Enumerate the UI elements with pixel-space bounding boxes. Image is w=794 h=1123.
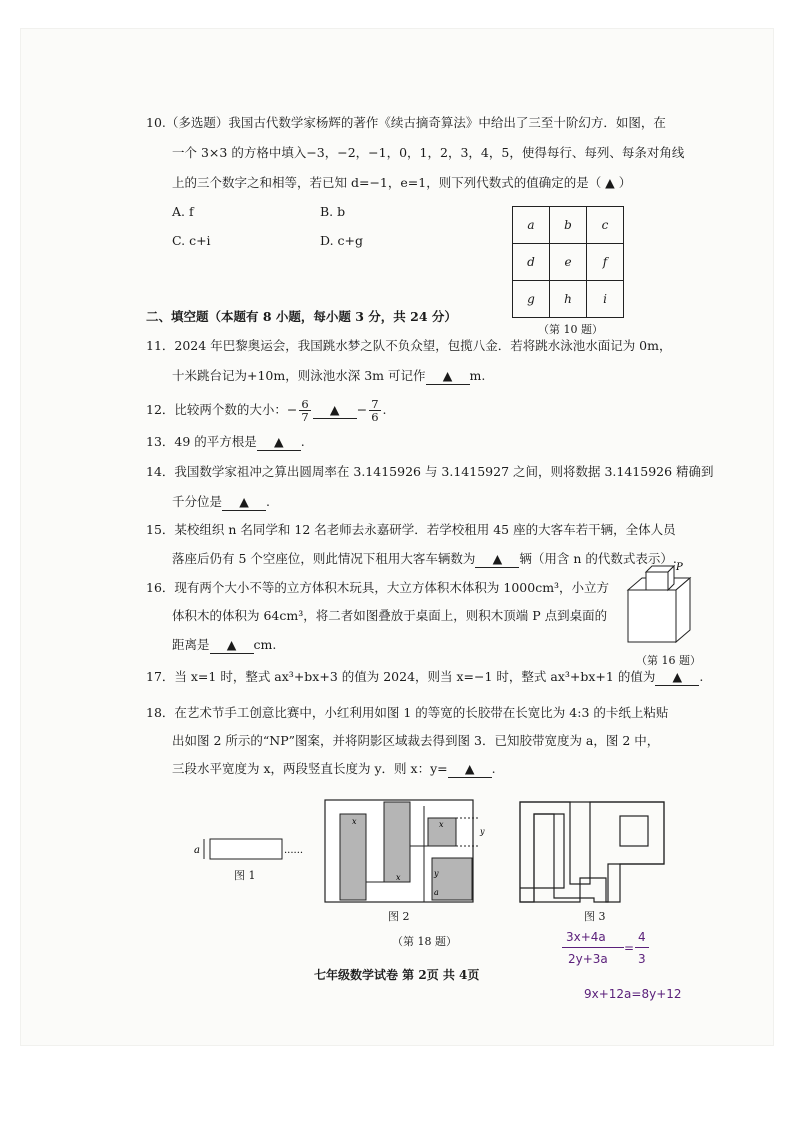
q15-text: 落座后仍有 5 个空座位，则此情况下租用大客车辆数为 (172, 551, 476, 566)
q10-option-a: A. f (172, 204, 194, 219)
fraction (299, 398, 310, 423)
figure-2-label: 图 2 (388, 910, 410, 923)
answer-blank[interactable]: ▲ (257, 434, 301, 451)
page-footer: 七年级数学试卷 第 2页 共 4页 (314, 968, 480, 982)
handwritten-numerator: 3x+4a (566, 930, 606, 944)
grid-cell: e (550, 244, 587, 281)
grid-cell: d (513, 244, 550, 281)
denominator: 6 (371, 410, 379, 424)
q14-line2 (172, 494, 270, 511)
point-p-label: P (676, 562, 683, 573)
y-label: y (480, 827, 485, 836)
y-label: y (434, 869, 439, 878)
q14-suffix: . (266, 494, 270, 509)
handwritten-equation: 9x+12a=8y+12 (584, 987, 682, 1001)
tape-continue-dots: ...... (284, 845, 304, 856)
q13-text: 13．49 的平方根是 (146, 434, 257, 449)
q10-line1: 10.（多选题）我国古代数学家杨辉的著作《续古摘奇算法》中给出了三至十阶幻方．如图，在 (146, 115, 666, 130)
answer-blank[interactable]: ▲ (222, 494, 266, 511)
answer-blank[interactable]: ▲ (655, 669, 699, 686)
q12-minus: − (356, 402, 368, 417)
x-label: x (439, 820, 444, 829)
q10-option-c: C. c+i (172, 233, 211, 248)
q18-line1: 18．在艺术节手工创意比赛中，小红利用如图 1 的等宽的长胶带在长宽比为 4:3 的卡纸上粘贴 (146, 705, 669, 720)
q18-caption: （第 18 题） (392, 935, 457, 948)
q10-line2: 一个 3×3 的方格中填入−3，−2，−1，0，1，2，3，4，5，使得每行、每列、每条对角线 (172, 145, 685, 160)
figure-3-label: 图 3 (584, 910, 606, 923)
q15-tail: 辆（用含 n 的代数式表示）. (519, 551, 677, 566)
grid-cell: b (550, 207, 587, 244)
q17-text: 17．当 x=1 时，整式 ax³+bx+3 的值为 2024，则当 x=−1 时，整式 ax³+bx+1 的值为 (146, 669, 656, 684)
section-heading: 二、填空题（本题有 8 小题，每小题 3 分，共 24 分） (146, 309, 457, 324)
figure-1-tape (192, 833, 322, 869)
q16-line1: 16．现有两个大小不等的立方体积木玩具，大立方体积木体积为 1000cm³，小立方 (146, 580, 610, 595)
q16-line3 (172, 637, 276, 654)
q18-text: 三段水平宽度为 x，两段竖直长度为 y．则 x：y= (172, 761, 448, 776)
q10-option-b: B. b (320, 204, 346, 219)
grid-cell: a (513, 207, 550, 244)
q11-unit: m. (469, 368, 486, 383)
q12-prefix: 12．比较两个数的大小：− (146, 402, 298, 417)
q18-line3 (172, 761, 496, 778)
q11-text: 十米跳台记为+10m，则泳池水深 3m 可记作 (172, 368, 426, 383)
grid-cell: c (587, 207, 624, 244)
x-label: x (352, 817, 357, 826)
stacked-cubes-figure (622, 560, 698, 652)
q12-line (146, 398, 387, 423)
q11-line1: 11．2024 年巴黎奥运会，我国跳水梦之队不负众望，包揽八金．若将跳水泳池水面记为 0m， (146, 338, 672, 353)
q17-suffix: . (699, 669, 704, 684)
magic-square-grid (512, 206, 624, 318)
q16-caption: （第 16 题） (636, 654, 701, 667)
q17-line (146, 669, 703, 686)
q13-suffix: . (300, 434, 305, 449)
grid-cell: h (550, 281, 587, 318)
a-label: a (434, 888, 439, 897)
handwritten-fraction-bar (562, 947, 624, 948)
tape-width-label: a (194, 845, 200, 856)
q18-suffix: . (491, 761, 496, 776)
fraction (369, 398, 380, 423)
handwritten-denominator: 2y+3a (568, 952, 608, 966)
q18-line2: 出如图 2 所示的“NP”图案，并将阴影区域裁去得到图 3．已知胶带宽度为 a，图 2 中， (172, 733, 660, 748)
handwritten-ratio-den: 3 (638, 952, 646, 966)
q10-caption: （第 10 题） (538, 323, 603, 336)
q11-line2 (172, 368, 485, 385)
q16-text: 距离是 (172, 637, 210, 652)
q15-line2 (172, 551, 677, 568)
figure-2-np-pattern (320, 796, 500, 908)
answer-blank[interactable]: ▲ (448, 761, 492, 778)
answer-blank[interactable]: ▲ (210, 637, 254, 654)
q15-line1: 15．某校组织 n 名同学和 12 名老师去永嘉研学．若学校租用 45 座的大客车若干辆，全体人员 (146, 522, 676, 537)
q13-line (146, 434, 305, 451)
q16-unit: cm. (253, 637, 277, 652)
q12-suffix: . (382, 402, 387, 417)
handwritten-ratio-num: 4 (638, 930, 646, 944)
q14-text: 千分位是 (172, 494, 223, 509)
numerator: 7 (371, 397, 379, 411)
answer-blank[interactable]: ▲ (313, 402, 357, 419)
x-label: x (396, 873, 401, 882)
grid-cell: f (587, 244, 624, 281)
answer-blank[interactable]: ▲ (475, 551, 519, 568)
grid-cell: g (513, 281, 550, 318)
q16-line2: 体积木的体积为 64cm³，将二者如图叠放于桌面上，则积木顶端 P 点到桌面的 (172, 608, 608, 623)
q10-option-d: D. c+g (320, 233, 363, 248)
answer-blank[interactable]: ▲ (426, 368, 470, 385)
figure-1-label: 图 1 (234, 869, 256, 882)
handwritten-ratio-bar (635, 947, 649, 948)
q14-line1: 14．我国数学家祖冲之算出圆周率在 3.1415926 与 3.1415927 之间，则将数据 3.1415926 精确到 (146, 464, 714, 479)
handwritten-equals: = (624, 941, 635, 955)
figure-3-np-cutout (514, 798, 674, 906)
denominator: 7 (301, 410, 309, 424)
grid-cell: i (587, 281, 624, 318)
q10-line3: 上的三个数字之和相等，若已知 d=−1，e=1，则下列代数式的值确定的是（ ▲ ） (172, 175, 632, 190)
numerator: 6 (301, 397, 309, 411)
